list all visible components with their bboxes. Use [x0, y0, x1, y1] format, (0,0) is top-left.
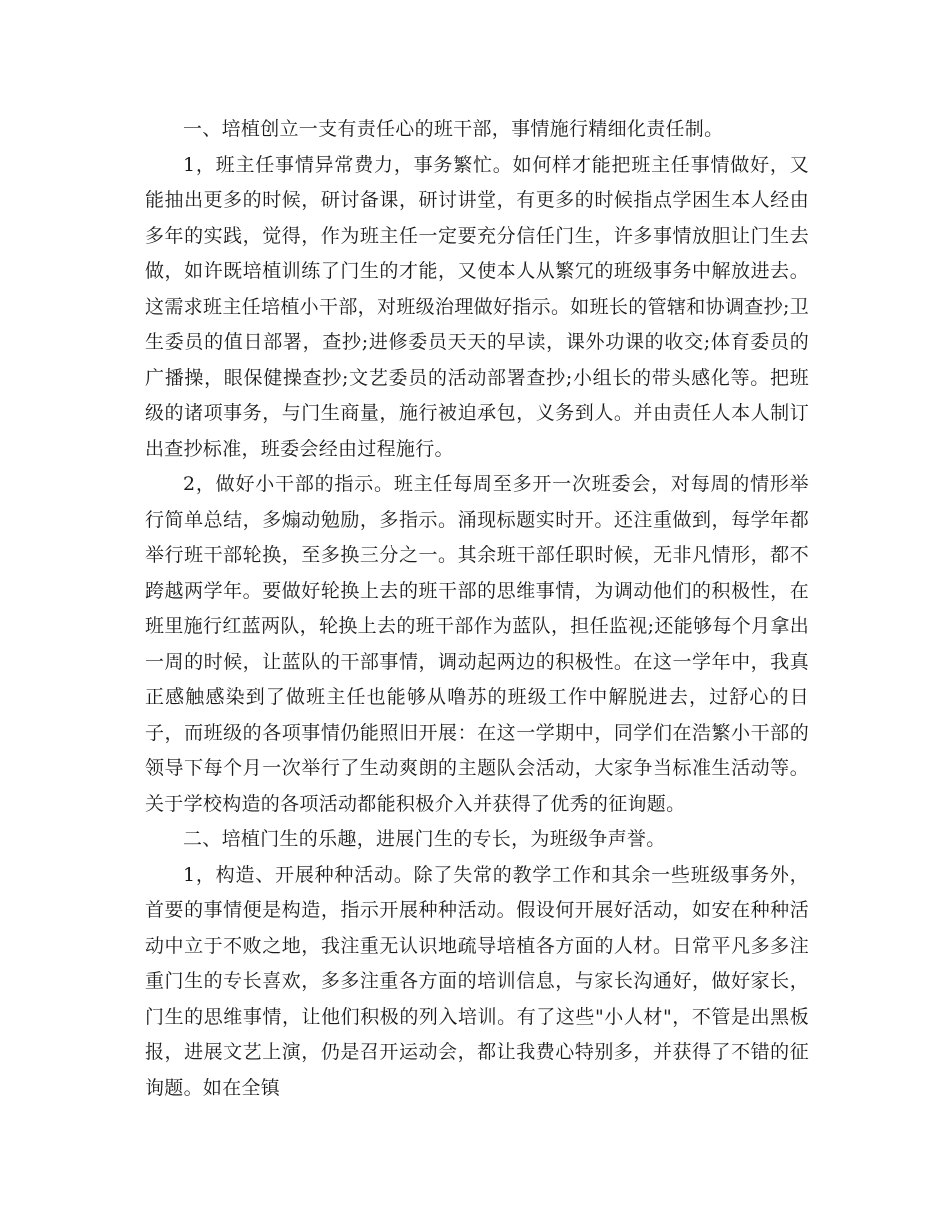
document-body	[145, 112, 809, 1106]
paragraph-2: 2，做好小干部的指示。班主任每周至多开一次班委会，对每周的情形举行简单总结，多煽动勉励，多指示。涌现标题实时开。还注重做到，每学年都举行班干部轮换，至多换三分之一。其余班干部任职时候，无非凡情形，都不跨越两学年。要做好轮换上去的班干部的思维事情，为调动他们的积极性，在班里施行红蓝两队，轮换上去的班干部作为蓝队，担任监视;还能够每个月拿出一周的时候，让蓝队的干部事情，调动起两边的积极性。在这一学年中，我真正感触感染到了做班主任也能够从噜苏的班级工作中解脱进去，过舒心的日子，而班级的各项事情仍能照旧开展：在这一学期中，同学们在浩繁小干部的领导下每个月一次举行了生动爽朗的主题队会活动，大家争当标准生活动等。关于学校构造的各项活动都能积极介入并获得了优秀的征询题。	[145, 473, 809, 815]
paragraph-1: 1，班主任事情异常费力，事务繁忙。如何样才能把班主任事情做好，又能抽出更多的时候，研讨备课，研讨讲堂，有更多的时候指点学困生本人经由多年的实践，觉得，作为班主任一定要充分信任门生，许多事情放胆让门生去做，如许既培植训练了门生的才能，又使本人从繁冗的班级事务中解放进去。这需求班主任培植小干部，对班级治理做好指示。如班长的管辖和协调查抄;卫生委员的值日部署，查抄;进修委员天天的早读，课外功课的收交;体育委员的广播操，眼保健操查抄;文艺委员的活动部署查抄;小组长的带头感化等。把班级的诸项事务，与门生商量，施行被迫承包，义务到人。并由责任人本人制订出查抄标准，班委会经由过程施行。	[145, 153, 809, 460]
paragraph-3: 1，构造、开展种种活动。除了失常的教学工作和其余一些班级事务外，首要的事情便是构造，指示开展种种活动。假设何开展好活动，如安在种种活动中立于不败之地，我注重无认识地疏导培植各方面的人材。日常平凡多多注重门生的专长喜欢，多多注重各方面的培训信息，与家长沟通好，做好家长，门生的思维事情，让他们积极的列入培训。有了这些"小人材"，不管是出黑板报，进展文艺上演，仍是召开运动会，都让我费心特别多，并获得了不错的征询题。如在全镇	[145, 863, 809, 1099]
section-heading-1: 一、培植创立一支有责任心的班干部，事情施行精细化责任制。	[183, 118, 724, 140]
section-heading-2: 二、培植门生的乐趣，进展门生的专长，为班级争声誉。	[183, 828, 666, 850]
